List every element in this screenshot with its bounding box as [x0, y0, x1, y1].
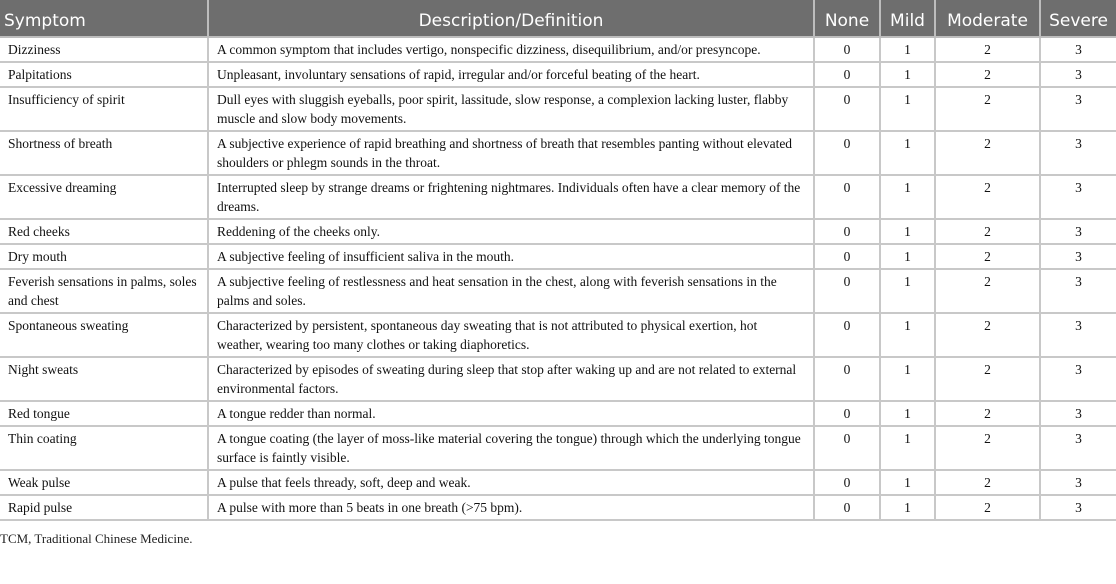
cell-symptom: Dry mouth [0, 244, 208, 269]
cell-severe: 3 [1040, 401, 1116, 426]
cell-mild: 1 [880, 426, 935, 470]
cell-severe: 3 [1040, 37, 1116, 62]
cell-description: A pulse that feels thready, soft, deep and weak. [208, 470, 814, 495]
cell-moderate: 2 [935, 313, 1040, 357]
cell-mild: 1 [880, 87, 935, 131]
cell-mild: 1 [880, 495, 935, 520]
table-row [0, 495, 1116, 520]
cell-severe: 3 [1040, 219, 1116, 244]
cell-description: Reddening of the cheeks only. [208, 219, 814, 244]
header-none: None [814, 0, 880, 37]
cell-none: 0 [814, 357, 880, 401]
cell-none: 0 [814, 244, 880, 269]
cell-none: 0 [814, 62, 880, 87]
cell-severe: 3 [1040, 313, 1116, 357]
cell-moderate: 2 [935, 401, 1040, 426]
table-row [0, 470, 1116, 495]
cell-moderate: 2 [935, 495, 1040, 520]
table-row [0, 426, 1116, 470]
table-row [0, 131, 1116, 175]
cell-mild: 1 [880, 131, 935, 175]
cell-severe: 3 [1040, 495, 1116, 520]
cell-symptom: Red tongue [0, 401, 208, 426]
cell-moderate: 2 [935, 87, 1040, 131]
header-severe: Severe [1040, 0, 1116, 37]
cell-moderate: 2 [935, 175, 1040, 219]
table-row [0, 219, 1116, 244]
cell-moderate: 2 [935, 37, 1040, 62]
cell-none: 0 [814, 87, 880, 131]
table-row [0, 87, 1116, 131]
cell-description: A tongue redder than normal. [208, 401, 814, 426]
footnote: TCM, Traditional Chinese Medicine. [0, 531, 193, 546]
table-row [0, 244, 1116, 269]
cell-none: 0 [814, 131, 880, 175]
cell-severe: 3 [1040, 470, 1116, 495]
cell-mild: 1 [880, 357, 935, 401]
cell-moderate: 2 [935, 269, 1040, 313]
cell-none: 0 [814, 401, 880, 426]
cell-severe: 3 [1040, 62, 1116, 87]
cell-moderate: 2 [935, 62, 1040, 87]
cell-description: Unpleasant, involuntary sensations of rapid, irregular and/or forceful beating of the heart. [208, 62, 814, 87]
table-row [0, 175, 1116, 219]
header-mild: Mild [880, 0, 935, 37]
cell-severe: 3 [1040, 269, 1116, 313]
cell-symptom: Red cheeks [0, 219, 208, 244]
table-row [0, 37, 1116, 62]
cell-description: A pulse with more than 5 beats in one breath (>75 bpm). [208, 495, 814, 520]
cell-symptom: Spontaneous sweating [0, 313, 208, 357]
cell-description: A subjective feeling of insufficient saliva in the mouth. [208, 244, 814, 269]
table-row [0, 357, 1116, 401]
cell-mild: 1 [880, 269, 935, 313]
cell-none: 0 [814, 37, 880, 62]
cell-none: 0 [814, 175, 880, 219]
cell-description: Interrupted sleep by strange dreams or frightening nightmares. Individuals often have a clear memory of the dreams. [208, 175, 814, 219]
cell-symptom: Insufficiency of spirit [0, 87, 208, 131]
cell-symptom: Dizziness [0, 37, 208, 62]
cell-symptom: Weak pulse [0, 470, 208, 495]
cell-severe: 3 [1040, 87, 1116, 131]
cell-mild: 1 [880, 470, 935, 495]
cell-description: Dull eyes with sluggish eyeballs, poor spirit, lassitude, slow response, a complexion lacking luster, flabby muscle and slow body movements. [208, 87, 814, 131]
cell-moderate: 2 [935, 357, 1040, 401]
cell-moderate: 2 [935, 219, 1040, 244]
cell-mild: 1 [880, 401, 935, 426]
cell-moderate: 2 [935, 426, 1040, 470]
cell-description: A subjective feeling of restlessness and heat sensation in the chest, along with feverish sensations in the palms and soles. [208, 269, 814, 313]
cell-mild: 1 [880, 62, 935, 87]
cell-mild: 1 [880, 37, 935, 62]
cell-none: 0 [814, 470, 880, 495]
cell-symptom: Palpitations [0, 62, 208, 87]
cell-mild: 1 [880, 313, 935, 357]
cell-description: A subjective experience of rapid breathing and shortness of breath that resembles panting without elevated shoulders or phlegm sounds in the throat. [208, 131, 814, 175]
cell-none: 0 [814, 219, 880, 244]
table-row [0, 401, 1116, 426]
cell-symptom: Thin coating [0, 426, 208, 470]
cell-symptom: Rapid pulse [0, 495, 208, 520]
cell-description: A tongue coating (the layer of moss-like material covering the tongue) through which the underlying tongue surface is faintly visible. [208, 426, 814, 470]
cell-mild: 1 [880, 219, 935, 244]
table-row [0, 269, 1116, 313]
cell-severe: 3 [1040, 244, 1116, 269]
cell-severe: 3 [1040, 426, 1116, 470]
header-symptom: Symptom [0, 0, 208, 37]
cell-none: 0 [814, 426, 880, 470]
header-row [0, 0, 1116, 37]
cell-moderate: 2 [935, 244, 1040, 269]
cell-severe: 3 [1040, 131, 1116, 175]
cell-none: 0 [814, 269, 880, 313]
header-description: Description/Definition [208, 0, 814, 37]
cell-symptom: Night sweats [0, 357, 208, 401]
cell-mild: 1 [880, 175, 935, 219]
cell-severe: 3 [1040, 357, 1116, 401]
cell-symptom: Shortness of breath [0, 131, 208, 175]
cell-symptom: Feverish sensations in palms, soles and chest [0, 269, 208, 313]
cell-description: Characterized by episodes of sweating during sleep that stop after waking up and are not related to external environmental factors. [208, 357, 814, 401]
cell-moderate: 2 [935, 131, 1040, 175]
cell-mild: 1 [880, 244, 935, 269]
header-moderate: Moderate [935, 0, 1040, 37]
table-row [0, 313, 1116, 357]
cell-moderate: 2 [935, 470, 1040, 495]
cell-description: A common symptom that includes vertigo, nonspecific dizziness, disequilibrium, and/or presyncope. [208, 37, 814, 62]
cell-description: Characterized by persistent, spontaneous day sweating that is not attributed to physical exertion, hot weather, wearing too many clothes or taking diaphoretics. [208, 313, 814, 357]
cell-severe: 3 [1040, 175, 1116, 219]
cell-none: 0 [814, 313, 880, 357]
table-row [0, 62, 1116, 87]
cell-symptom: Excessive dreaming [0, 175, 208, 219]
cell-none: 0 [814, 495, 880, 520]
